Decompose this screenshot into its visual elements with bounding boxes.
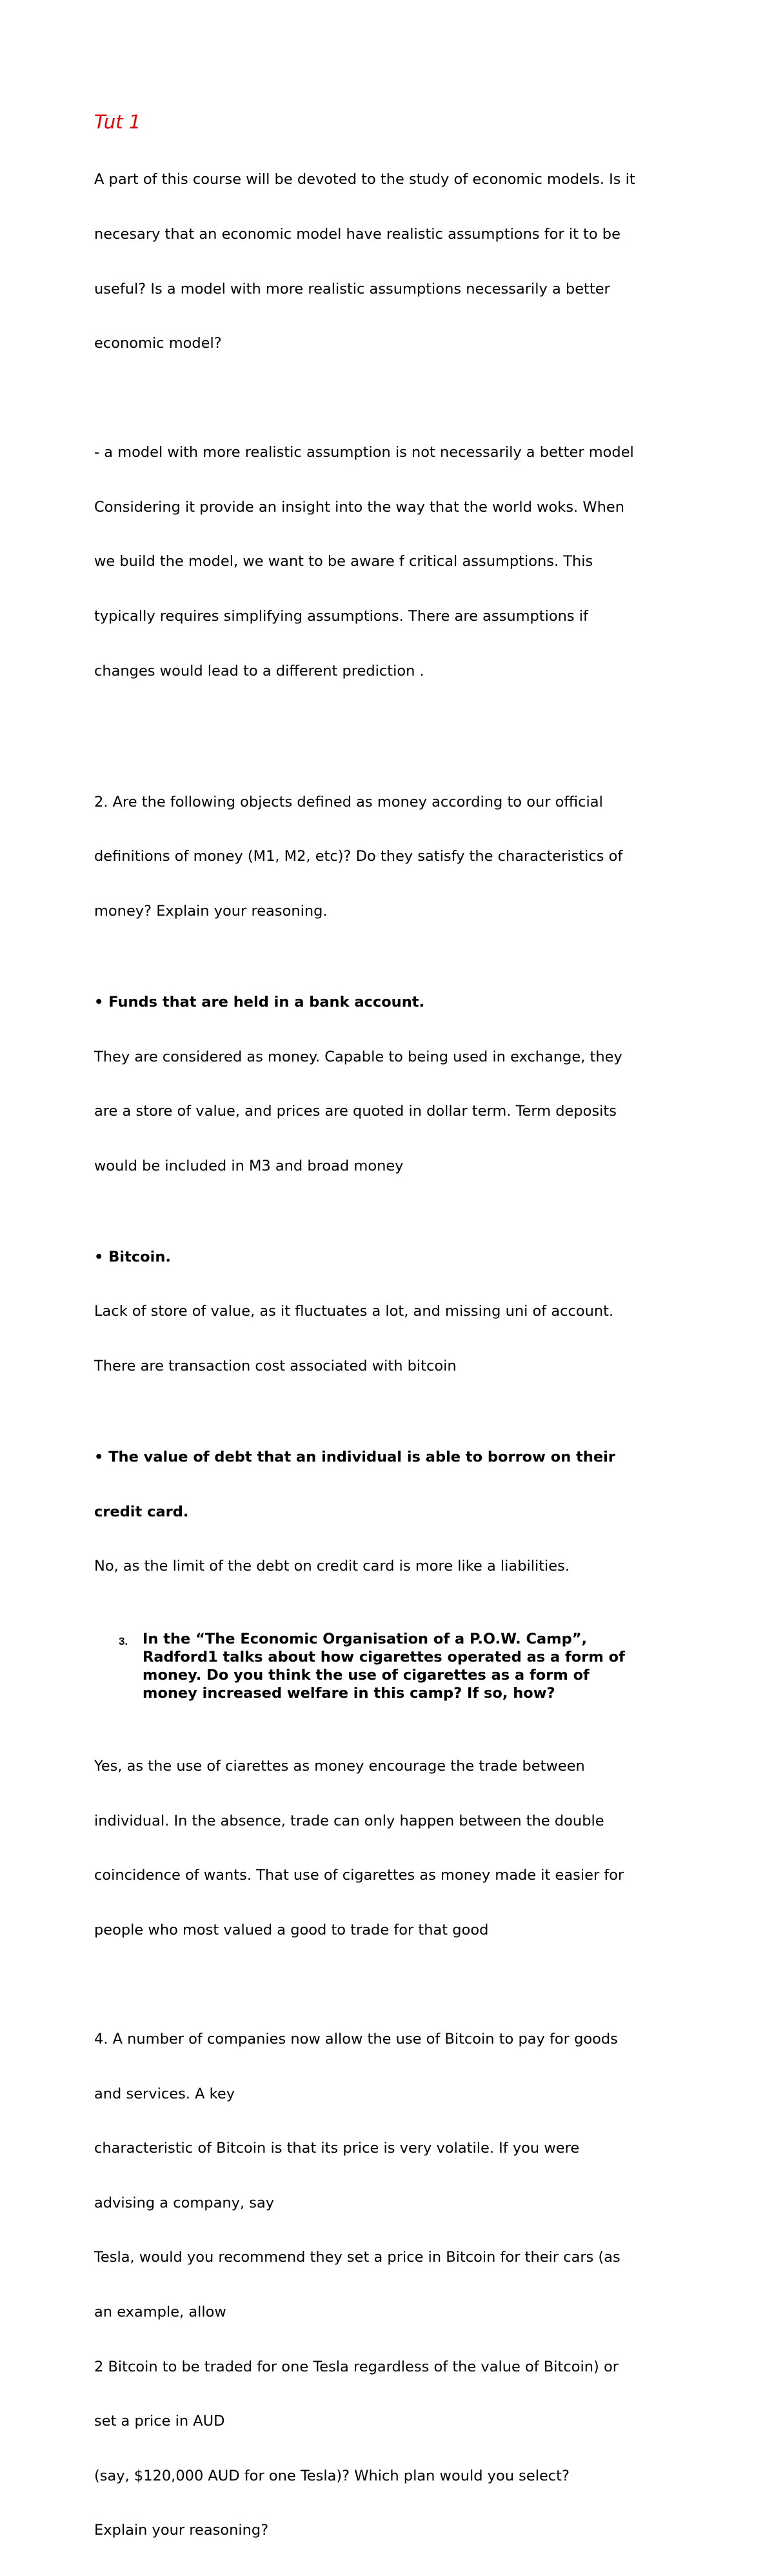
- question-3-line: Radford1 talks about how cigarettes operated as a form of: [143, 1648, 694, 1666]
- item-answer-line: are a store of value, and prices are quoted in dollar term. Term deposits: [94, 1102, 694, 1120]
- question-4-line: Tesla, would you recommend they set a price in Bitcoin for their cars (as: [94, 2248, 694, 2266]
- question-3: [119, 1630, 694, 1703]
- question-1: [94, 134, 694, 389]
- question-1-line: A part of this course will be devoted to the study of economic models. Is it: [94, 170, 694, 188]
- question-4-line: Explain your reasoning?: [94, 2521, 694, 2539]
- answer-1-line: - a model with more realistic assumption is not necessarily a better model: [94, 443, 694, 461]
- item-heading: • Bitcoin.: [94, 1248, 694, 1266]
- item-heading: • Funds that are held in a bank account.: [94, 993, 694, 1011]
- answer-3-line: individual. In the absence, trade can only happen between the double: [94, 1812, 694, 1830]
- item-heading: • The value of debt that an individual is able to borrow on their: [94, 1448, 694, 1466]
- document-body: [94, 110, 694, 2576]
- question-2-line: 2. Are the following objects defined as money according to our official: [94, 793, 694, 811]
- item-answer-line: They are considered as money. Capable to being used in exchange, they: [94, 1048, 694, 1066]
- question-1-line: necesary that an economic model have realistic assumptions for it to be: [94, 225, 694, 243]
- document-title: Tut 1: [94, 110, 694, 134]
- document-page: [0, 0, 774, 1096]
- question-4-line: (say, $120,000 AUD for one Tesla)? Which plan would you select?: [94, 2467, 694, 2485]
- question-4-line: and services. A key: [94, 2085, 694, 2103]
- answer-3-line: Yes, as the use of ciarettes as money encourage the trade between: [94, 1757, 694, 1775]
- question-2: [94, 756, 694, 956]
- question-3-line: money increased welfare in this camp? If so, how?: [143, 1684, 694, 1702]
- answer-1-line: we build the model, we want to be aware f critical assumptions. This: [94, 552, 694, 570]
- answer-1-line: Considering it provide an insight into the way that the world woks. When: [94, 498, 694, 516]
- list-number: 3.: [119, 1633, 128, 1651]
- question-2-line: money? Explain your reasoning.: [94, 902, 694, 920]
- question-2-item-2: [94, 1211, 694, 1411]
- question-2-item-1: [94, 957, 694, 1212]
- question-2-line: definitions of money (M1, M2, etc)? Do they satisfy the characteristics of: [94, 847, 694, 865]
- question-4-line: advising a company, say: [94, 2194, 694, 2212]
- item-answer-line: would be included in M3 and broad money: [94, 1157, 694, 1175]
- question-3-line: money. Do you think the use of cigarettes as a form of: [143, 1666, 694, 1684]
- answer-3-line: coincidence of wants. That use of cigarettes as money made it easier for: [94, 1866, 694, 1884]
- question-3-line: In the “The Economic Organisation of a P.O.W. Camp”,: [143, 1630, 694, 1648]
- answer-1: [94, 407, 694, 716]
- question-1-line: useful? Is a model with more realistic assumptions necessarily a better: [94, 280, 694, 298]
- question-4-line: 2 Bitcoin to be traded for one Tesla regardless of the value of Bitcoin) or: [94, 2358, 694, 2376]
- answer-1-line: changes would lead to a different prediction .: [94, 662, 694, 680]
- answer-3: [94, 1721, 694, 1976]
- answer-3-line: people who most valued a good to trade for that good: [94, 1921, 694, 1939]
- question-2-item-3: [94, 1412, 694, 1612]
- question-4-line: set a price in AUD: [94, 2412, 694, 2430]
- item-heading: credit card.: [94, 1503, 694, 1521]
- answer-1-line: typically requires simplifying assumptions. There are assumptions if: [94, 607, 694, 625]
- item-answer-line: There are transaction cost associated with bitcoin: [94, 1357, 694, 1375]
- item-answer-line: No, as the limit of the debt on credit card is more like a liabilities.: [94, 1557, 694, 1575]
- item-answer-line: Lack of store of value, as it fluctuates a lot, and missing uni of account.: [94, 1302, 694, 1320]
- question-4: [94, 1994, 694, 2576]
- question-4-line: characteristic of Bitcoin is that its price is very volatile. If you were: [94, 2139, 694, 2157]
- question-4-line: 4. A number of companies now allow the use of Bitcoin to pay for goods: [94, 2030, 694, 2048]
- question-1-line: economic model?: [94, 334, 694, 352]
- question-4-line: an example, allow: [94, 2303, 694, 2321]
